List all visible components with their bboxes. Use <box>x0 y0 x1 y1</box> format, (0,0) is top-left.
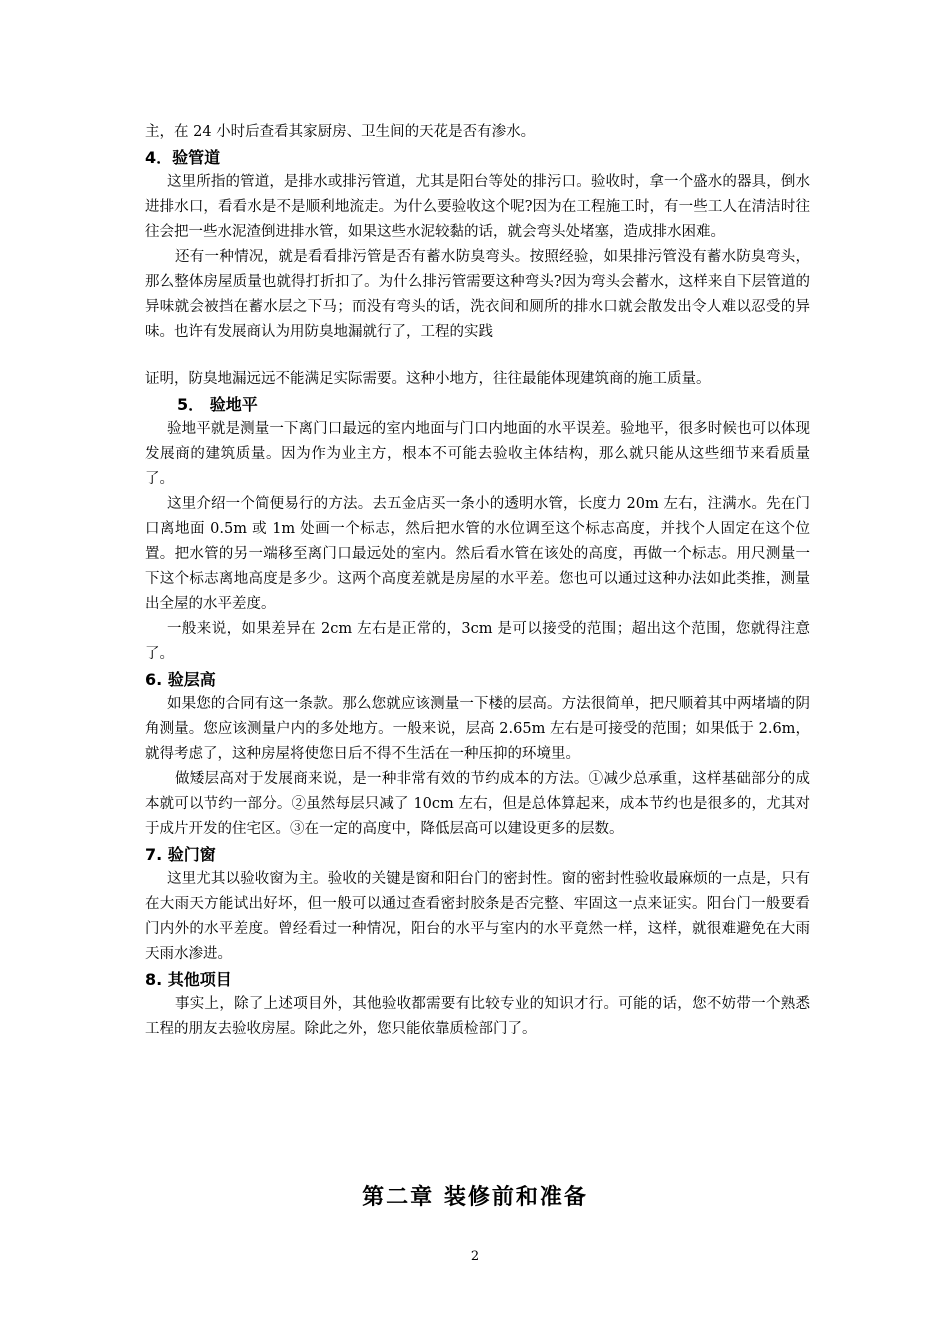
paragraph: 做矮层高对于发展商来说，是一种非常有效的节约成本的方法。①减少总承重，这样基础部分的成本就可以节约一部分。②虽然每层只减了 10cm 左右，但是总体算起来，成本节约也是很多的，尤其对于成片开发的住宅区。③在一定的高度中，降低层高可以建设更多的层数。 <box>145 771 810 837</box>
chapter-title: 第二章 装修前和准备 <box>362 1185 588 1210</box>
paragraph: 验地平就是测量一下离门口最远的室内地面与门口内地面的水平误差。验地平，很多时候也可以体现发展商的建筑质量。因为作为业主方，根本不可能去验收主体结构，那么就只能从这些细节来看质量了。 <box>145 421 810 487</box>
section-heading-5: 5． 验地平 <box>177 395 258 414</box>
paragraph: 证明，防臭地漏远远不能满足实际需要。这种小地方，往往最能体现建筑商的施工质量。 <box>145 371 711 387</box>
paragraph: 如果您的合同有这一条款。那么您就应该测量一下楼的层高。方法很简单，把尺顺着其中两堵墙的阴角测量。您应该测量户内的多处地方。一般来说，层高 2.65m 左右是可接受的范围；如果低于 2.6m，就得考虑了，这种房屋将使您日后不得不生活在一种压抑的环境里。 <box>145 696 810 762</box>
paragraph: 事实上，除了上述项目外，其他验收都需要有比较专业的知识才行。可能的话，您不妨带一个熟悉工程的朋友去验收房屋。除此之外，您只能依靠质检部门了。 <box>145 996 810 1037</box>
section-heading-6: 6. 验层高 <box>145 670 216 689</box>
section-heading-7: 7. 验门窗 <box>145 845 216 864</box>
section-heading-8: 8. 其他项目 <box>145 970 232 989</box>
paragraph: 一般来说，如果差异在 2cm 左右是正常的，3cm 是可以接受的范围；超出这个范围，您就得注意了。 <box>145 621 810 662</box>
paragraph: 这里介绍一个简便易行的方法。去五金店买一条小的透明水管，长度力 20m 左右，注满水。先在门口离地面 0.5m 或 1m 处画一个标志，然后把水管的水位调至这个标志高度，并找个人固定在这个位置。把水管的另一端移至离门口最远处的室内。然后看水管在该处的高度，再做一个标志。用尺测量一下这个标志离地高度是多少。这两个高度差就是房屋的水平差。您也可以通过这种办法如此类推，测量出全屋的水平差度。 <box>145 496 810 612</box>
paragraph: 这里尤其以验收窗为主。验收的关键是窗和阳台门的密封性。窗的密封性验收最麻烦的一点是，只有在大雨天方能试出好坏，但一般可以通过查看密封胶条是否完整、牢固这一点来证实。阳台门一般要看门内外的水平差度。曾经看过一种情况，阳台的水平与室内的水平竟然一样，这样，就很难避免在大雨天雨水渗进。 <box>145 871 810 962</box>
paragraph: 这里所指的管道，是排水或排污管道，尤其是阳台等处的排污口。验收时，拿一个盛水的器具，倒水进排水口，看看水是不是顺利地流走。为什么要验收这个呢?因为在工程施工时，有一些工人在清洁时往往会把一些水泥渣倒进排水管，如果这些水泥较黏的话，就会弯头处堵塞，造成排水困难。 <box>145 174 810 240</box>
document-body <box>145 120 810 1042</box>
page-number: 2 <box>470 1249 480 1264</box>
paragraph: 主，在 24 小时后查看其家厨房、卫生间的天花是否有渗水。 <box>145 124 536 140</box>
section-heading-4: 4．验管道 <box>145 148 221 167</box>
paragraph: 还有一种情况，就是看看排污管是否有蓄水防臭弯头。按照经验，如果排污管没有蓄水防臭弯头，那么整体房屋质量也就得打折扣了。为什么排污管需要这种弯头?因为弯头会蓄水，这样来自下层管道的异味就会被挡在蓄水层之下马；而没有弯头的话，洗衣间和厕所的排水口就会散发出令人难以忍受的异味。也许有发展商认为用防臭地漏就行了，工程的实践 <box>145 249 810 340</box>
